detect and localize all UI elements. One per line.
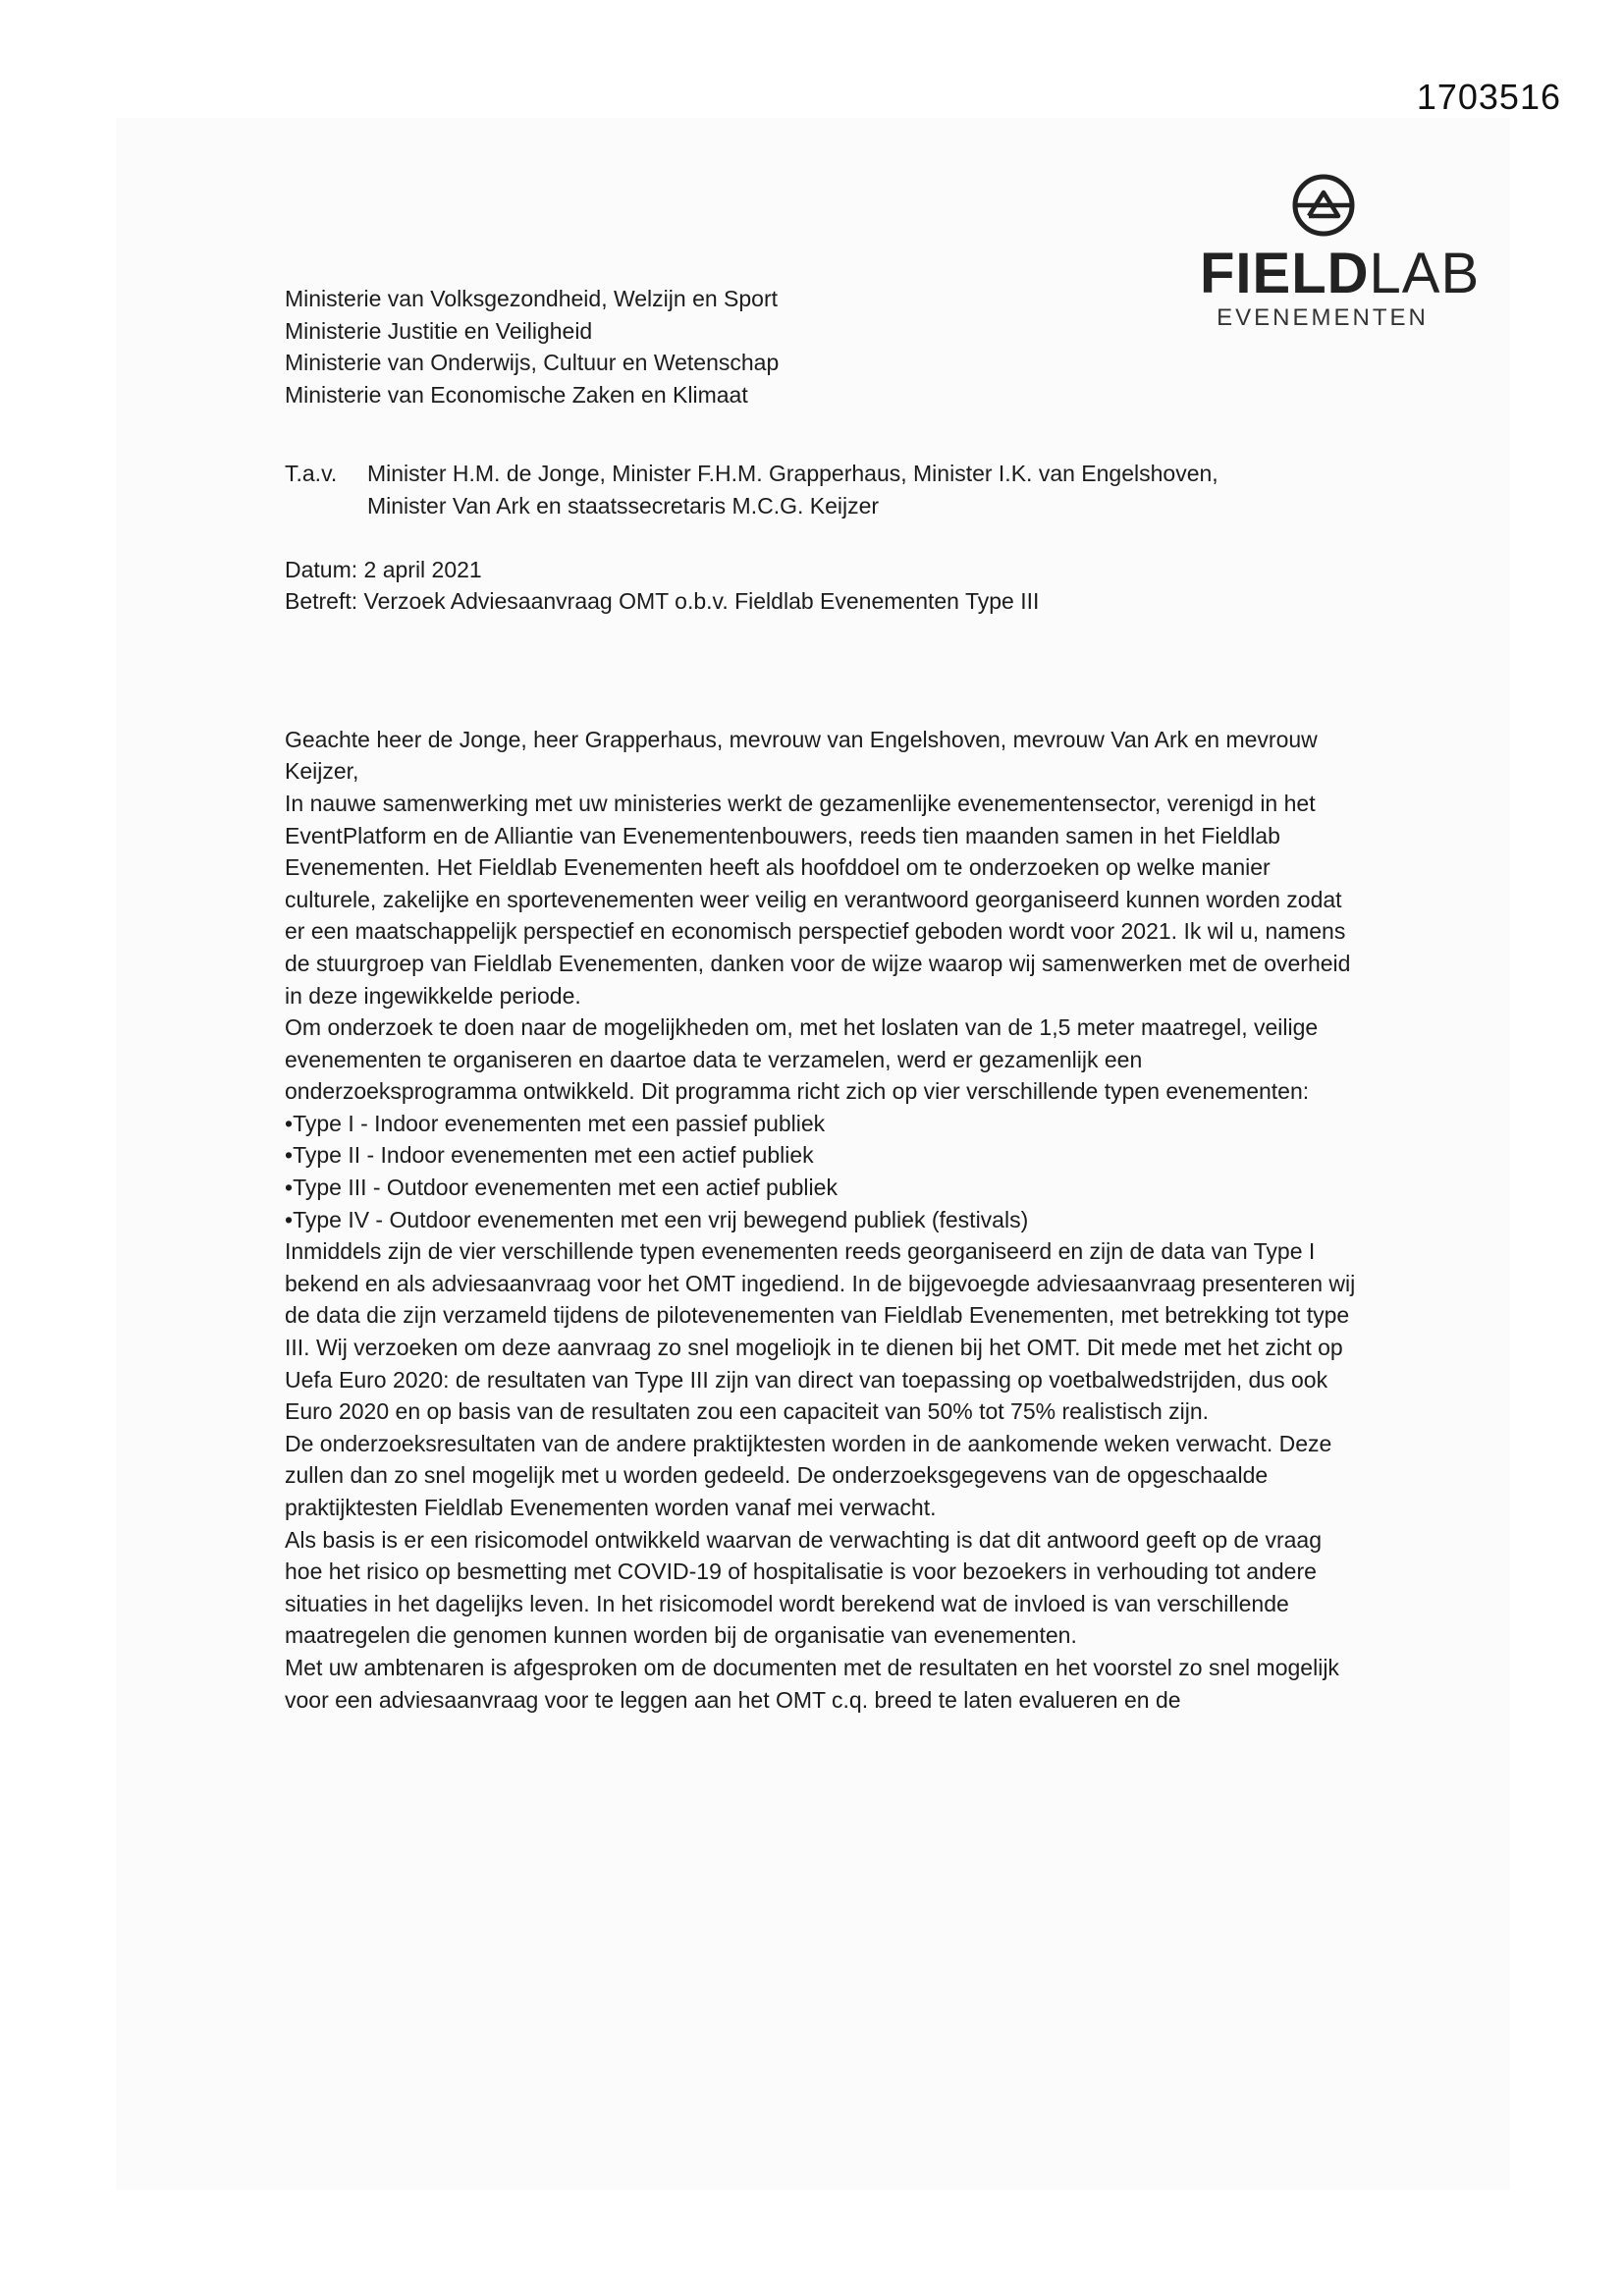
paragraph-program: Om onderzoek te doen naar de mogelijkheden om, met het loslaten van de 1,5 meter maatregel, veilige evenementen te organiseren en daartoe data te verzamelen, werd er gezamenlijk een onderzoeksprogramma ontwikkeld. Dit programma richt zich op vier verschillende typen evenementen:: [285, 1014, 1319, 1105]
logo-word-light: LAB: [1369, 242, 1481, 305]
list-item: • Type II - Indoor evenementen met een actief publiek: [285, 1139, 1365, 1172]
list-item: • Type III - Outdoor evenementen met een actief publiek: [285, 1172, 1365, 1204]
logo-word-bold: FIELD: [1200, 242, 1370, 305]
salutation: Geachte heer de Jonge, heer Grapperhaus, mevrouw van Engelshoven, mevrouw Van Ark en mevrouw Keijzer,: [285, 726, 1318, 785]
paragraph-results: Inmiddels zijn de vier verschillende typen evenementen reeds georganiseerd en zijn de data van Type I bekend en als adviesaanvraag voor het OMT ingediend. In de bijgevoegde adviesaanvraag presenteren wij de data die zijn verzameld tijdens de pilotevenementen van Fieldlab Evenementen, met betrekking tot type III. Wij verzoeken om deze aanvraag zo snel mogeliojk in te dienen bij het OMT. Dit mede met het zicht op Uefa Euro 2020: de resultaten van Type III zijn van direct van toepassing op voetbalwedstrijden, dus ook Euro 2020 en op basis van de resultaten zou een capaciteit van 50% tot 75% realistisch zijn.: [285, 1238, 1356, 1425]
paragraph-risk-model: Als basis is er een risicomodel ontwikkeld waarvan de verwachting is dat dit antwoord geeft op de vraag hoe het risico op besmetting met COVID-19 of hospitalisatie is voor bezoekers in verhouding tot andere situaties in het dagelijks leven. In het risicomodel wordt berekend wat de invloed is van verschillende maatregelen die genomen kunnen worden bij de organisatie van evenementen.: [285, 1526, 1323, 1649]
recipient-line: Ministerie van Onderwijs, Cultuur en Wetenschap: [285, 350, 780, 376]
recipient-line: Ministerie van Volksgezondheid, Welzijn en Sport: [285, 286, 779, 311]
paragraph-intro: In nauwe samenwerking met uw ministeries werkt de gezamenlijke evenementensector, verenigd in het EventPlatform en de Alliantie van Evenementenbouwers, reeds tien maanden samen in het Fieldlab Evenementen. Het Fieldlab Evenementen heeft als hoofddoel om te onderzoeken op welke manier culturele, zakelijke en sportevenementen weer veilig en verantwoord georganiseerd kunnen worden zodat er een maatschappelijk perspectief en economisch perspectief geboden wordt voor 2021. Ik wil u, namens de stuurgroep van Fieldlab Evenementen, danken voor de wijze waarop wij samenwerken met de overheid in deze ingewikkelde periode.: [285, 790, 1351, 1009]
recipient-line: Ministerie Justitie en Veiligheid: [285, 317, 593, 344]
paragraph-agreement: Met uw ambtenaren is afgesproken om de documenten met de resultaten en het voorstel zo snel mogelijk voor een adviesaanvraag voor te leggen aan het OMT c.q. breed te laten evalueren en de: [285, 1654, 1339, 1713]
event-types-list: [285, 1108, 1365, 1235]
date-line: Datum: 2 april 2021: [285, 556, 482, 582]
attention-label: T.a.v.: [285, 461, 338, 487]
letter-body: [285, 283, 1365, 1716]
list-item: • Type I - Indoor evenementen met een passief publiek: [285, 1108, 1365, 1140]
subject-line: Betreft: Verzoek Adviesaanvraag OMT o.b.v. Fieldlab Evenementen Type III: [285, 588, 1040, 615]
paragraph-upcoming: De onderzoeksresultaten van de andere praktijktesten worden in de aankomende weken verwacht. Deze zullen dan zo snel mogelijk met u worden gedeeld. De onderzoeksgegevens van de opgeschaalde praktijktesten Fieldlab Evenementen worden vanaf mei verwacht.: [285, 1430, 1332, 1520]
attention-line: Minister H.M. de Jonge, Minister F.H.M. Grapperhaus, Minister I.K. van Engelshoven,: [367, 461, 1218, 487]
attention-line: Minister Van Ark en staatssecretaris M.C.G. Keijzer: [367, 492, 880, 519]
recipient-line: Ministerie van Economische Zaken en Klimaat: [285, 381, 748, 408]
logo-subtitle: EVENEMENTEN: [1217, 304, 1429, 331]
recipient-block: [285, 283, 1365, 410]
document-number: 1703516: [1416, 77, 1561, 117]
fieldlab-triangle-circle-icon: [1291, 173, 1356, 238]
list-item: • Type IV - Outdoor evenementen met een vrij bewegend publiek (festivals): [285, 1204, 1365, 1236]
attention-block: [285, 458, 1365, 521]
